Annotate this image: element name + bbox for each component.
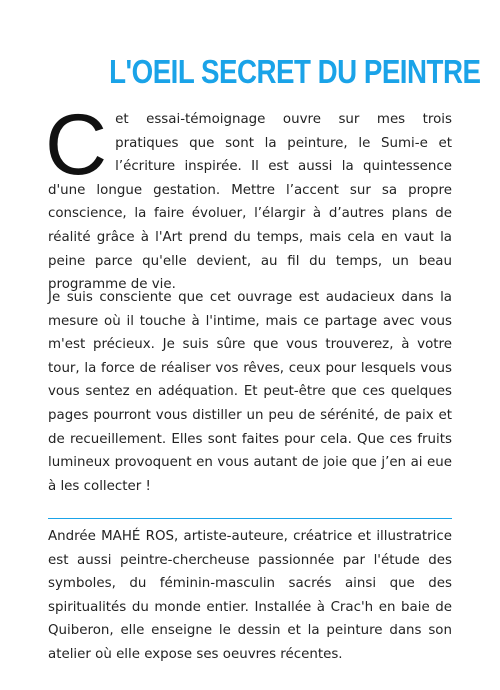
intro-paragraph bbox=[45, 97, 452, 297]
section-divider bbox=[48, 518, 452, 519]
author-bio-paragraph: Andrée MAHÉ ROS, artiste-auteure, créatrice et illustratrice est aussi peintre-chercheuse passionnée par l'étude des symboles, du féminin-masculin sacrés ainsi que des spiritualités du monde entier. Installée à Crac'h en baie de Quiberon, elle enseigne le dessin et la peinture dans son atelier où elle expose ses oeuvres récentes. bbox=[48, 529, 452, 662]
book-title: L'OEIL SECRET DU PEINTRE bbox=[109, 53, 481, 90]
intro-text: et essai-témoignage ouvre sur mes trois pratiques que sont la peinture, le Sumi-e et l’écriture inspirée. Il est aussi la quintessence d'une longue gestation. Mettre l’accent sur sa propre conscience, la faire évoluer, l’élargir à d’autres plans de réalité grâce à l'Art prend du temps, mais cela en vaut la peine parce qu'elle devient, au fil du temps, un beau programme de vie. bbox=[48, 112, 452, 293]
drop-cap: C bbox=[45, 97, 108, 193]
second-paragraph: Je suis consciente que cet ouvrage est audacieux dans la mesure où il touche à l'intime, mais ce partage avec vous m'est précieux. Je suis sûre que vous trouverez, à votre tour, la force de réaliser vos rêves, ceux pour lesquels vous vous sentez en adéquation. Et peut-être que ces quelques pages pourront vous distiller un peu de sérénité, de paix et de recueillement. Elles sont faites pour cela. Que ces fruits lumineux provoquent en vous autant de joie que j’en ai eue à les collecter ! bbox=[48, 290, 452, 494]
